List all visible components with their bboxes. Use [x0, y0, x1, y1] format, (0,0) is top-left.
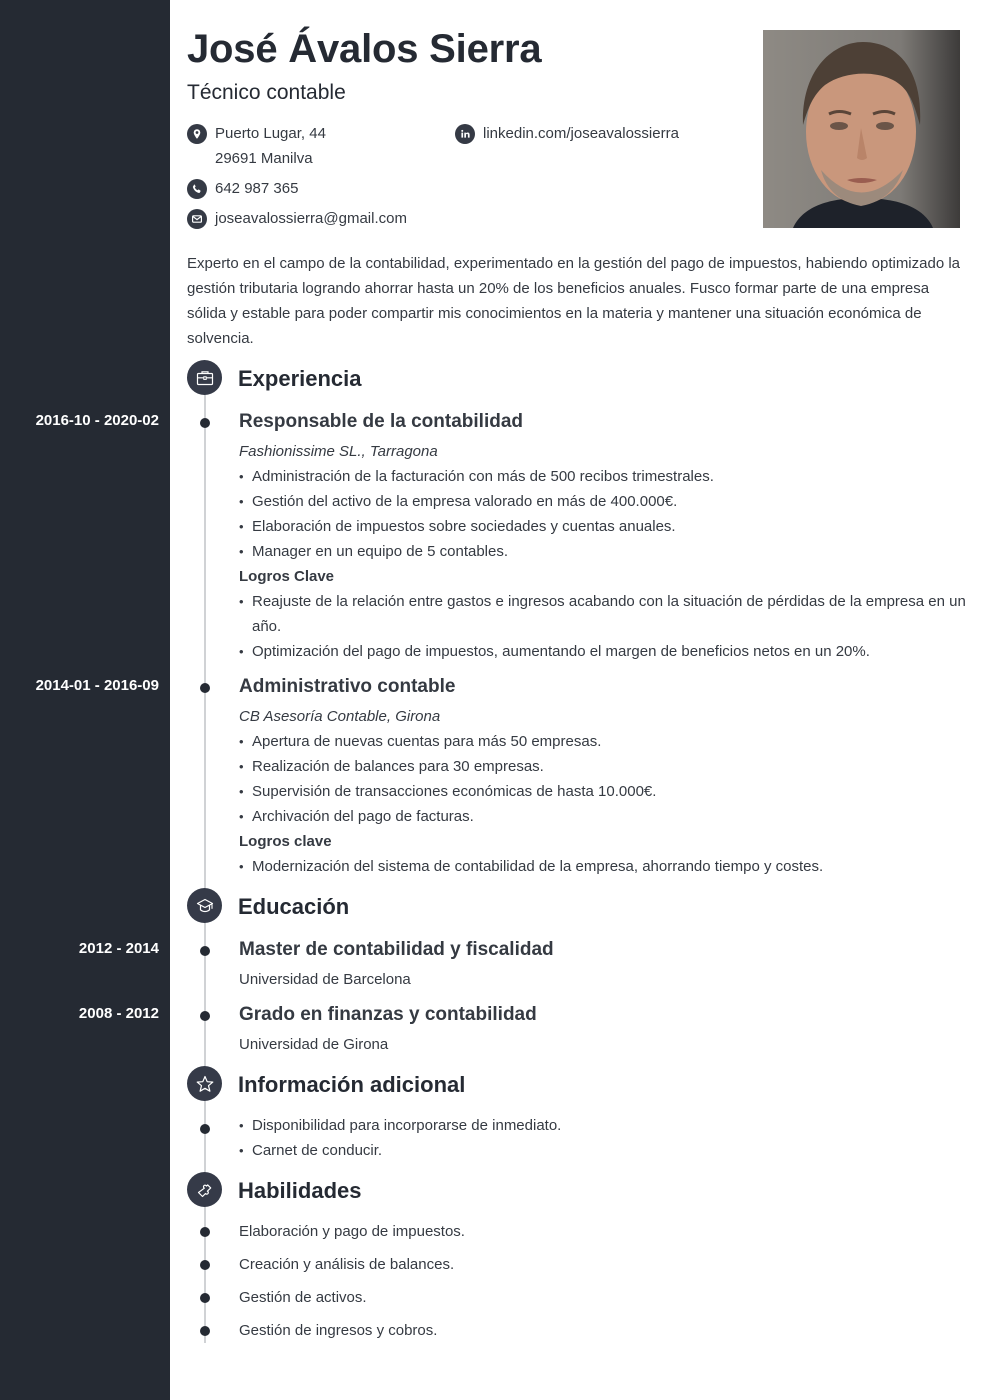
address-line-1: Puerto Lugar, 44 — [215, 125, 326, 142]
profile-summary: Experto en el campo de la contabilidad, experimentado en la gestión del pago de impuestos, habiendo optimizado la gestión tributaria logrando ahorrar hasta un 20% de los beneficios anuales. Fusco formar parte de una empresa sólida y estable para poder compartir mis conocimientos en la materia y mantener una situación económica de solvencia. — [187, 255, 961, 347]
achievement-item: • Optimización del pago de impuestos, aumentando el margen de beneficios netos en un 20%. — [239, 639, 969, 664]
sidebar — [0, 0, 170, 1400]
star-icon — [187, 1066, 222, 1101]
graduation-cap-icon — [187, 888, 222, 923]
section-title-experience: Experiencia — [238, 366, 362, 391]
duty-item: • Apertura de nuevas cuentas para más 50 empresas. — [239, 729, 969, 754]
achievements-heading: Logros clave — [239, 833, 332, 850]
job-title: Administrativo contable — [239, 676, 456, 697]
timeline-dot — [200, 1260, 210, 1270]
candidate-name: José Ávalos Sierra — [187, 27, 542, 71]
job-company: Fashionissime SL., Tarragona — [239, 443, 438, 460]
achievement-item: • Reajuste de la relación entre gastos e ingresos acabando con la situación de pérdidas de la empresa en un año. — [239, 589, 969, 639]
job-duties-list — [239, 729, 969, 829]
phone-number[interactable]: 642 987 365 — [215, 180, 299, 197]
skill-item: Elaboración y pago de impuestos. — [239, 1223, 465, 1240]
timeline-dot — [200, 418, 210, 428]
additional-info-list — [239, 1113, 969, 1163]
job-duties-list — [239, 464, 969, 564]
section-title-skills: Habilidades — [238, 1178, 362, 1203]
duty-item: • Administración de la facturación con más de 500 recibos trimestrales. — [239, 464, 969, 489]
achievements-heading: Logros Clave — [239, 568, 335, 585]
job-title: Responsable de la contabilidad — [239, 411, 524, 432]
timeline-dot — [200, 1227, 210, 1237]
education-dates: 2008 - 2012 — [78, 1005, 159, 1022]
email-icon — [187, 209, 207, 229]
timeline-dot — [200, 683, 210, 693]
job-dates: 2016-10 - 2020-02 — [35, 412, 159, 429]
duty-item: • Realización de balances para 30 empresas. — [239, 754, 969, 779]
duty-item: • Gestión del activo de la empresa valorado en más de 400.000€. — [239, 489, 969, 514]
briefcase-icon — [187, 360, 222, 395]
education-dates: 2012 - 2014 — [78, 940, 159, 957]
candidate-title: Técnico contable — [187, 81, 346, 104]
timeline-dot — [200, 1326, 210, 1336]
degree-title: Grado en finanzas y contabilidad — [239, 1004, 537, 1025]
phone-icon — [187, 179, 207, 199]
job-dates: 2014-01 - 2016-09 — [35, 677, 159, 694]
achievements-list — [239, 589, 969, 664]
skill-item: Creación y análisis de balances. — [239, 1256, 455, 1273]
additional-item: • Disponibilidad para incorporarse de inmediato. — [239, 1113, 969, 1138]
email-address[interactable]: joseavalossierra@gmail.com — [215, 210, 407, 227]
skill-item: Gestión de activos. — [239, 1289, 367, 1306]
duty-item: • Elaboración de impuestos sobre sociedades y cuentas anuales. — [239, 514, 969, 539]
duty-item: • Supervisión de transacciones económicas de hasta 10.000€. — [239, 779, 969, 804]
linkedin-icon — [455, 124, 475, 144]
timeline-dot — [200, 1011, 210, 1021]
timeline-dot — [200, 946, 210, 956]
timeline-dot — [200, 1124, 210, 1134]
achievements-list — [239, 854, 969, 879]
job-company: CB Asesoría Contable, Girona — [239, 708, 441, 725]
school-name: Universidad de Girona — [239, 1036, 389, 1053]
achievement-item: • Modernización del sistema de contabilidad de la empresa, ahorrando tiempo y costes. — [239, 854, 969, 879]
degree-title: Master de contabilidad y fiscalidad — [239, 939, 554, 960]
profile-photo — [763, 30, 960, 228]
duty-item: • Archivación del pago de facturas. — [239, 804, 969, 829]
section-title-education: Educación — [238, 894, 350, 919]
location-icon — [187, 124, 207, 144]
address-line-2: 29691 Manilva — [215, 150, 313, 167]
timeline-dot — [200, 1293, 210, 1303]
additional-item: • Carnet de conducir. — [239, 1138, 969, 1163]
duty-item: • Manager en un equipo de 5 contables. — [239, 539, 969, 564]
section-title-additional: Información adicional — [238, 1072, 466, 1097]
skill-item: Gestión de ingresos y cobros. — [239, 1322, 438, 1339]
school-name: Universidad de Barcelona — [239, 971, 411, 988]
linkedin-link[interactable]: linkedin.com/joseavalossierra — [483, 125, 679, 142]
puzzle-piece-icon — [187, 1172, 222, 1207]
